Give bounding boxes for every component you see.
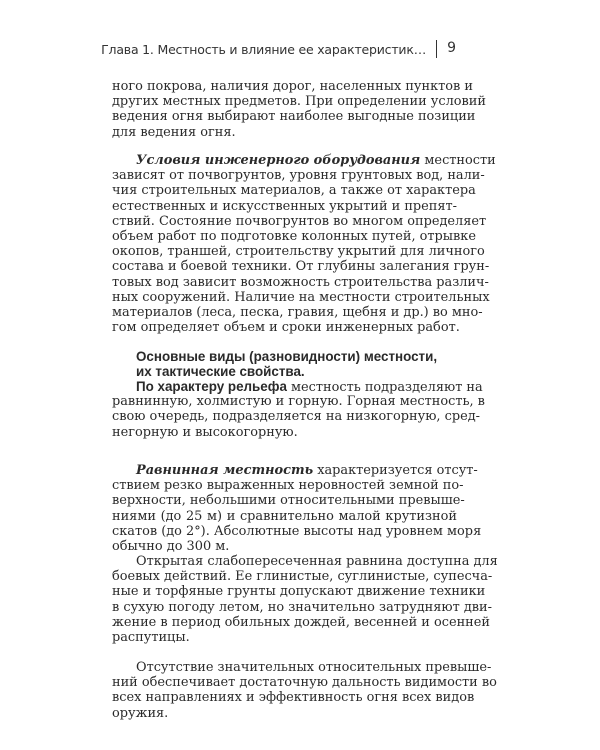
page-number: 9 <box>447 40 456 56</box>
text-line <box>112 153 496 168</box>
text-line: товых вод зависит возможность строительства различ- <box>112 274 489 290</box>
text-line: ствий. Состояние почвогрунтов во многом определяет <box>112 213 487 229</box>
text-line: негорную и высокогорную. <box>112 424 298 440</box>
text-line: равнинную, холмистую и горную. Горная местность, в <box>112 394 485 410</box>
text-line: других местных предметов. При определении условий <box>112 94 486 110</box>
text-line: Открытая слабопересеченная равнина доступна для <box>136 554 498 569</box>
running-header <box>101 40 456 60</box>
lead-term: Условия инженерного оборудования <box>136 153 421 168</box>
lead-term: Равнинная местность <box>136 463 314 478</box>
chapter-title: Глава 1. Местность и влияние ее характеристик… <box>101 42 426 57</box>
text-line: всех направлениях и эффективность огня всех видов <box>112 690 475 706</box>
text-line: Отсутствие значительных относительных превыше- <box>136 660 492 675</box>
text-line: оружия. <box>112 705 169 721</box>
text-line: жение в период обильных дождей, весенней и осенней <box>112 614 490 630</box>
paragraph-visibility <box>112 660 497 721</box>
text-line: Основные виды (разновидности) местности, <box>136 349 438 364</box>
lead-rest: местность подразделяют на <box>286 380 483 395</box>
text-line: ниями (до 25 м) и сравнительно малой крутизной <box>112 508 457 524</box>
text-line: боевых действий. Ее глинистые, суглинистые, супесча- <box>112 569 493 585</box>
text-line: распутицы. <box>112 629 190 645</box>
text-line: ного покрова, наличия дорог, населенных пунктов и <box>112 79 474 94</box>
text-line: их тактические свойства. <box>136 364 305 380</box>
text-line: скатов (до 2°). Абсолютные высоты над уровнем моря <box>112 523 482 539</box>
text-line: ных сооружений. Наличие на местности строительных <box>112 289 490 305</box>
lead-term: По характеру рельефа <box>136 379 287 394</box>
lead-rest: характеризуется отсут- <box>313 463 478 478</box>
text-line: материалов (леса, песка, гравия, щебня и др.) во мно- <box>112 304 483 320</box>
text-line: ний обеспечивает достаточную дальность видимости во <box>112 675 497 691</box>
text-line: гом определяет объем и сроки инженерных работ. <box>112 320 460 336</box>
text-line: в сухую погоду летом, но значительно затрудняют дви- <box>112 599 492 615</box>
text-line: объем работ по подготовке колонных путей, отрывке <box>112 228 476 244</box>
text-line: свою очередь, подразделяется на низкогорную, сред- <box>112 409 481 425</box>
text-line <box>112 379 483 395</box>
section-heading <box>136 349 456 379</box>
paragraph-relief <box>112 379 485 440</box>
lead-rest: местности <box>420 153 496 168</box>
text-line: окопов, траншей, строительству укрытий для личного <box>112 244 485 260</box>
text-line: верхности, небольшими относительными превыше- <box>112 493 465 509</box>
text-line: естественных и искусственных укрытий и препят- <box>112 198 458 214</box>
text-line <box>112 463 478 478</box>
text-line: чия строительных материалов, а также от характера <box>112 183 476 199</box>
paragraph-engineering-conditions <box>112 153 496 336</box>
paragraph-continuation <box>112 79 486 140</box>
text-line: обычно до 300 м. <box>112 538 230 554</box>
text-line: состава и боевой техники. От глубины залегания грун- <box>112 259 490 275</box>
text-line: ствием резко выраженных неровностей земной по- <box>112 478 464 494</box>
header-divider <box>436 40 438 58</box>
text-line: зависят от почвогрунтов, уровня грунтовых вод, нали- <box>112 168 485 184</box>
paragraph-plain-terrain <box>112 463 482 554</box>
text-line: для ведения огня. <box>112 124 236 140</box>
text-line: ные и торфяные грунты допускают движение техники <box>112 584 486 600</box>
text-line: ведения огня выбирают наиболее выгодные позиции <box>112 109 476 125</box>
paragraph-open-plain <box>112 554 498 645</box>
